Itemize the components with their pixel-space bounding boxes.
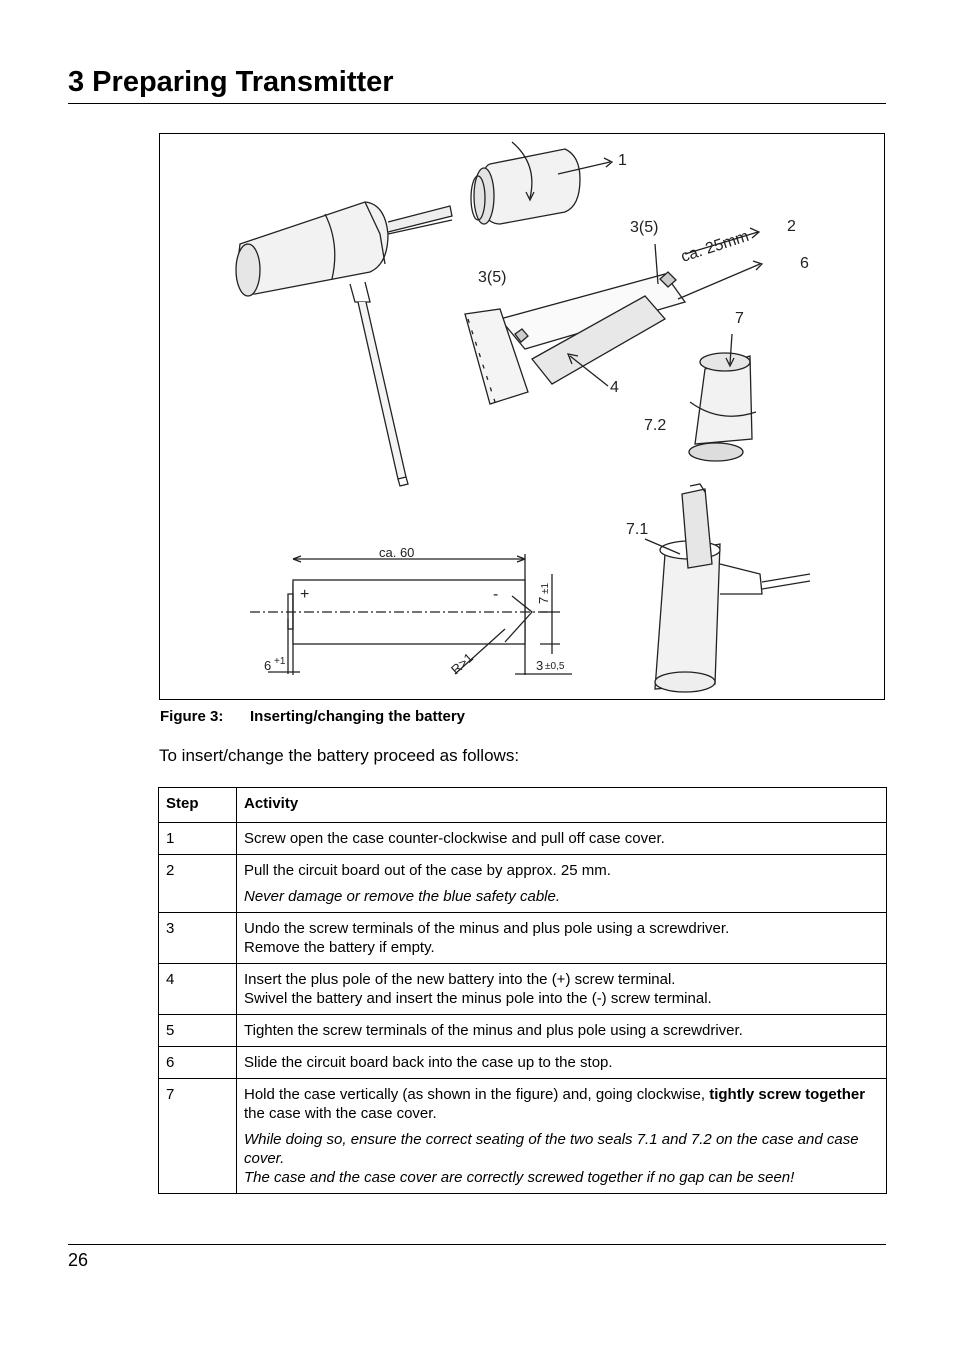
activity-line: Remove the battery if empty. — [244, 939, 435, 956]
activity-line: Pull the circuit board out of the case by approx. 25 mm. — [244, 862, 611, 879]
step-activity — [237, 964, 887, 1015]
dim-3: 3 — [536, 658, 544, 673]
page-number: 26 — [68, 1250, 89, 1270]
step-number: 1 — [159, 823, 237, 855]
callout-7: 7 — [735, 310, 744, 327]
step-activity — [237, 1015, 887, 1047]
note-line: The case and the case cover are correctly screwed together if no gap can be seen! — [244, 1169, 795, 1186]
dim-r1: R>1 — [447, 649, 477, 678]
callout-6: 6 — [800, 255, 809, 272]
callout-7-1: 7.1 — [626, 521, 649, 538]
dim-3-tolerance: ±0,5 — [545, 661, 565, 672]
table-row — [159, 1047, 887, 1079]
activity-text-before: Hold the case vertically (as shown in the figure) and, going clockwise, — [244, 1086, 710, 1103]
header-step: Step — [159, 788, 237, 823]
table-row — [159, 823, 887, 855]
step-activity — [237, 1079, 887, 1194]
step-number: 3 — [159, 913, 237, 964]
activity-line: Slide the circuit board back into the case up to the stop. — [244, 1054, 613, 1071]
figure-battery — [159, 133, 885, 700]
intro-text: To insert/change the battery proceed as follows: — [159, 746, 520, 765]
step-number: 6 — [159, 1047, 237, 1079]
table-row — [159, 1015, 887, 1047]
dim-6-tolerance: +1 — [274, 656, 286, 667]
dim-7-tolerance: ±1 — [540, 582, 551, 594]
callout-3-5-right: 3(5) — [630, 219, 659, 236]
step-number: 5 — [159, 1015, 237, 1047]
footer-rule — [68, 1244, 886, 1245]
activity-note: Never damage or remove the blue safety cable. — [244, 888, 561, 905]
figure-title: Inserting/changing the battery — [250, 708, 466, 725]
dim-ca-25mm: ca. 25mm — [678, 227, 752, 266]
table-header-row — [159, 788, 887, 823]
table-row — [159, 964, 887, 1015]
step-activity — [237, 823, 887, 855]
note-line: While doing so, ensure the correct seating of the two seals 7.1 and 7.2 on the case and case cover. — [244, 1131, 859, 1167]
figure-caption — [160, 708, 465, 725]
battery-plus-sign: + — [300, 586, 310, 603]
step-activity — [237, 913, 887, 964]
activity-text-after: the case with the case cover. — [244, 1105, 437, 1122]
step-number: 7 — [159, 1079, 237, 1194]
table-row — [159, 855, 887, 913]
activity-line — [244, 1085, 880, 1123]
callout-4: 4 — [610, 379, 619, 396]
header-rule — [68, 103, 886, 104]
dim-ca-60: ca. 60 — [379, 545, 415, 560]
step-activity — [237, 855, 887, 913]
activity-line: Tighten the screw terminals of the minus and plus pole using a screwdriver. — [244, 1022, 743, 1039]
callout-3-5-left: 3(5) — [478, 269, 507, 286]
figure-number: Figure 3: — [160, 708, 224, 725]
callout-1: 1 — [618, 152, 627, 169]
battery-illustration — [160, 134, 886, 701]
callout-2: 2 — [787, 218, 796, 235]
steps-table — [158, 787, 887, 1194]
table-row — [159, 1079, 887, 1194]
activity-line: Undo the screw terminals of the minus and plus pole using a screwdriver. — [244, 920, 730, 937]
callout-7-2: 7.2 — [644, 417, 667, 434]
activity-line: Screw open the case counter-clockwise and pull off case cover. — [244, 830, 665, 847]
step-activity — [237, 1047, 887, 1079]
table-row — [159, 913, 887, 964]
activity-text-bold: tightly screw together — [709, 1086, 866, 1103]
battery-minus-sign: - — [493, 586, 499, 603]
dim-6: 6 — [264, 658, 272, 673]
header-activity: Activity — [237, 788, 887, 823]
activity-note — [244, 1130, 880, 1187]
step-number: 2 — [159, 855, 237, 913]
activity-line: Swivel the battery and insert the minus pole into the (-) screw terminal. — [244, 990, 712, 1007]
dim-7: 7 — [536, 596, 551, 604]
activity-line: Insert the plus pole of the new battery into the (+) screw terminal. — [244, 971, 676, 988]
chapter-title: 3 Preparing Transmitter — [68, 66, 394, 98]
step-number: 4 — [159, 964, 237, 1015]
